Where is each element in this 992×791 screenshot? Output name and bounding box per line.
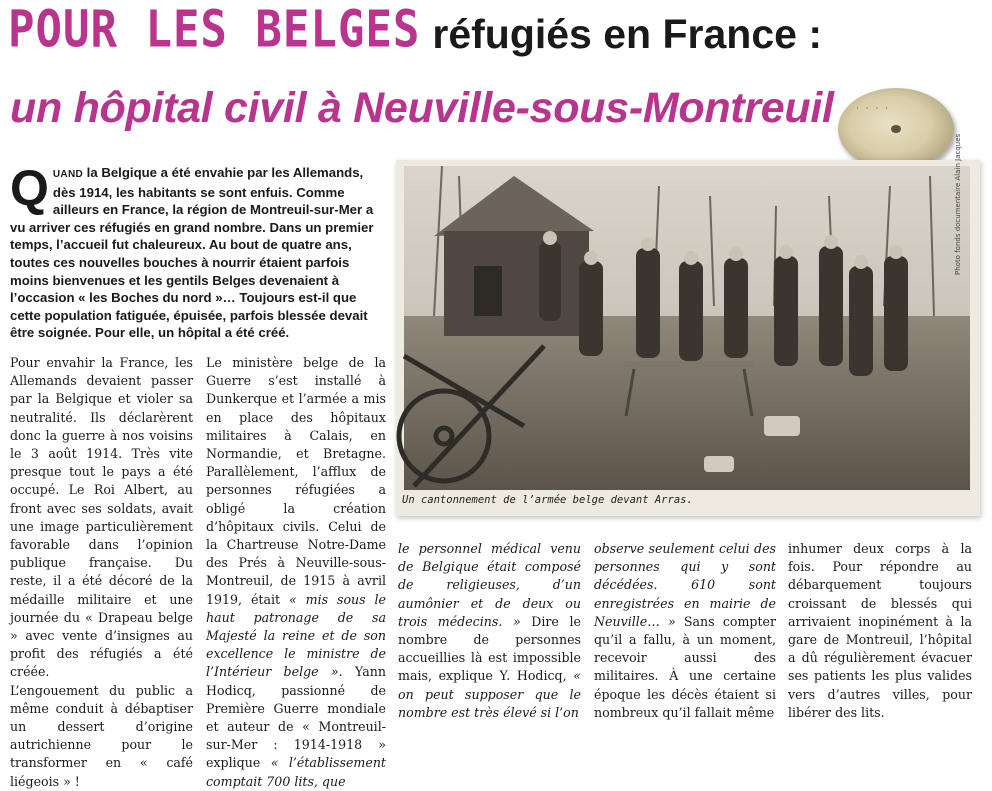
column-5 — [788, 540, 972, 722]
column-2-text-b: Yann Hodicq, passionné de Première Guerre mondiale et auteur de « Montreuil-sur-Mer : 1914-1918 » explique — [206, 664, 386, 771]
column-3 — [398, 540, 581, 722]
column-4-quote: observe seulement celui des personnes qui y sont décédées. 610 sont enregistrées en mairie de Neuville… » — [594, 541, 776, 629]
photo-frame — [396, 160, 980, 516]
lead-smallcaps: UAND — [52, 169, 83, 180]
column-3-quote-1: le personnel médical venu de Belgique était composé de religieuses, d’un aumônier et de deux ou trois médecins. » — [398, 541, 581, 629]
kicker-label: POUR LES BELGES — [8, 0, 421, 59]
column-1-paragraph-2: L’engouement du public a même conduit à débaptiser un dessert d’origine autrichienne pour le transformer en « café liégeois » ! — [10, 682, 193, 789]
column-2-text-a: Le ministère belge de la Guerre s’est installé à Dunkerque et l’armée a mis en place des hôpitaux militaires à Calais, en Normandie, et Bretagne. Parallèlement, l’afflux de personnes réfugiées a obligé la création d’hôpitaux civils. Celui de la Chartreuse Notre-Dame des Prés à Neuville-sous-Montreuil, de 1915 à avril 1919, était — [206, 355, 386, 607]
historic-photo — [404, 166, 970, 490]
drop-cap: Q — [10, 160, 49, 216]
column-3-quote-2: « on peut supposer que le nombre est très élevé si l’on — [398, 668, 581, 720]
medal-image — [838, 88, 954, 170]
kicker-title: réfugiés en France : — [432, 11, 822, 57]
column-3-paragraph — [398, 540, 581, 722]
lead-paragraph — [10, 160, 388, 342]
headline: un hôpital civil à Neuville-sous-Montreuil — [10, 84, 834, 132]
column-2-paragraph — [206, 354, 386, 791]
column-4-paragraph — [594, 540, 776, 722]
column-4-text: Sans compter qu’il a fallu, à un moment, recevoir aussi des militaires. À une certaine époque les décès étaient si nombreux qu’il fallait même — [594, 613, 776, 720]
column-3-text: Dire le nombre de personnes accueillies là est impossible mais, explique Y. Hodicq, — [398, 613, 581, 684]
column-2 — [206, 354, 386, 791]
column-2-quote-1: « mis sous le haut patronage de sa Majesté la reine et de son excellence le ministre de l’Intérieur belge ». — [206, 591, 387, 680]
column-1 — [10, 354, 193, 791]
column-5-paragraph: inhumer deux corps à la fois. Pour répondre au débarquement toujours croissant de blessés qui arrivaient inopinément à la gare de Montreuil, l’hôpital a dû régulièrement évacuer ses patients les plus valides vers d’autres villes, pour libérer des lits. — [788, 541, 972, 720]
column-2-quote-2: « l’établissement comptait 700 lits, que — [206, 755, 386, 789]
column-4 — [594, 540, 776, 722]
kicker — [8, 0, 822, 70]
medal-hole — [891, 125, 901, 133]
lead-text: la Belgique a été envahie par les Allemands, dès 1914, les habitants se sont enfuis. Comme ailleurs en France, la région de Montreuil-sur-Mer a vu arriver ces réfugiés en grand nombre. Dans un premier temps, l’accueil fut chaleureux. Au bout de quatre ans, toutes ces nouvelles bouches à nourrir étaient parfois moins bienvenues et les gentils Belges devenaient à l’occasion « les Boches du nord »… Toujours est-il que cette population fatiguée, épuisée, parfois blessée devait être soignée. Pour elle, un hôpital a été créé. — [10, 165, 374, 341]
column-1-paragraph-1: Pour envahir la France, les Allemands devaient passer par la Belgique et violer sa neutralité. Ils déclarèrent donc la guerre à nos voisins le 3 août 1914. Très vite presque tout le pays a été occupé. Le Roi Albert, au front avec ses soldats, avait une image particulièrement favorable dans l’opinion publique française. Du reste, il a été décoré de la médaille militaire et une journée du « Drapeau belge » avec vente d’insignes au profit des réfugiés a été créée. — [10, 355, 193, 680]
photo-caption: Un cantonnement de l’armée belge devant Arras. — [402, 494, 693, 506]
photo-credit: Photo fonds documentaire Alain Jacques — [954, 133, 962, 275]
photo-illustration — [404, 166, 970, 490]
medal-engraving: · · · · — [856, 104, 891, 114]
